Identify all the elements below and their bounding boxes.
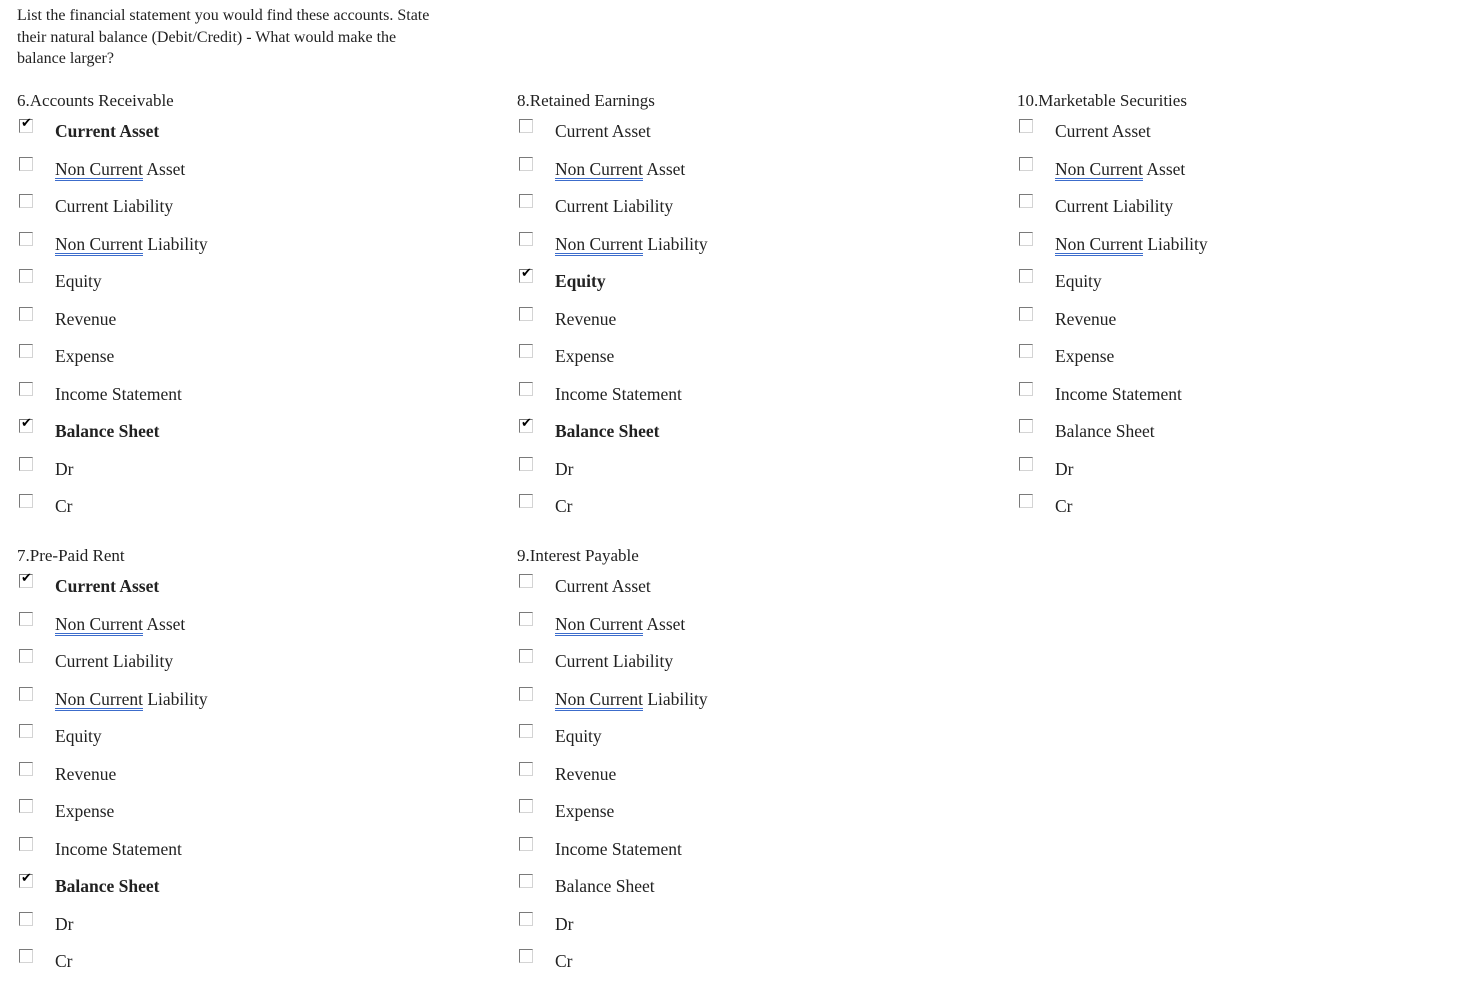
option-checkbox[interactable] <box>19 344 33 358</box>
option-row[interactable] <box>17 912 477 950</box>
option-label-text: Asset <box>642 158 686 179</box>
option-label-text: Cr <box>555 496 573 516</box>
option-checkbox[interactable] <box>1019 344 1033 358</box>
option-label-prefix: Non Current <box>1055 158 1143 179</box>
option-row[interactable] <box>17 762 477 800</box>
option-label <box>55 233 208 255</box>
option-row[interactable] <box>1017 494 1473 532</box>
option-label-text: Equity <box>555 726 602 746</box>
option-row[interactable] <box>17 949 477 987</box>
option-checkbox[interactable] <box>19 612 33 626</box>
option-label <box>55 158 185 180</box>
option-checkbox[interactable] <box>519 307 533 321</box>
option-checkbox[interactable] <box>519 799 533 813</box>
option-checkbox[interactable] <box>1019 382 1033 396</box>
option-checkbox[interactable] <box>19 382 33 396</box>
option-row[interactable] <box>17 382 477 420</box>
option-label <box>555 875 655 897</box>
option-label <box>555 725 602 747</box>
option-row[interactable] <box>17 571 477 612</box>
option-label-text: Income Statement <box>1055 383 1182 404</box>
option-row[interactable] <box>1017 457 1473 495</box>
option-row[interactable] <box>517 307 977 345</box>
option-row[interactable] <box>17 871 477 912</box>
checkmark-icon: ✔ <box>521 266 532 281</box>
option-label <box>555 120 651 142</box>
question-title: 9.Interest Payable <box>517 546 639 565</box>
option-label-text: Liability <box>1142 233 1208 254</box>
option-label-prefix: Non Current <box>55 688 143 709</box>
option-row[interactable] <box>517 949 977 987</box>
option-label <box>555 763 616 785</box>
option-label <box>55 575 159 597</box>
option-checkbox[interactable] <box>19 571 33 588</box>
option-label <box>55 195 173 217</box>
option-label-text: Equity <box>55 726 102 746</box>
option-label-text: Current Asset <box>555 576 651 596</box>
option-row[interactable] <box>17 837 477 875</box>
option-label <box>55 420 160 442</box>
option-label-text: Expense <box>555 346 615 366</box>
option-label <box>555 383 682 405</box>
option-label <box>555 270 606 292</box>
option-label <box>555 613 685 635</box>
option-checkbox[interactable] <box>519 416 533 433</box>
option-row[interactable] <box>17 612 477 650</box>
instructions-text: List the financial statement you would find these accounts. State their natural balance (Debit/Credit) - What would make the balance larger? <box>17 7 430 67</box>
option-checkbox[interactable] <box>1019 457 1033 471</box>
option-label-text: Expense <box>1055 346 1115 366</box>
option-checkbox[interactable] <box>19 799 33 813</box>
option-label-text: Balance Sheet <box>55 421 160 441</box>
option-label-text: Asset <box>642 613 686 634</box>
option-label <box>555 950 573 972</box>
option-label <box>555 308 616 330</box>
option-label <box>555 800 614 822</box>
option-label-text: Revenue <box>55 763 117 784</box>
option-label <box>1055 158 1185 180</box>
option-label <box>1055 458 1073 480</box>
option-label-text: Asset <box>142 613 186 634</box>
option-checkbox[interactable] <box>519 457 533 471</box>
option-label-text: Equity <box>555 271 606 291</box>
option-row[interactable] <box>17 724 477 762</box>
option-checkbox[interactable] <box>19 116 33 133</box>
option-label <box>1055 420 1155 442</box>
option-label-text: Cr <box>55 496 73 516</box>
option-row[interactable] <box>517 912 977 950</box>
option-label-text: Liability <box>142 233 208 254</box>
option-row[interactable] <box>517 194 977 232</box>
option-row[interactable] <box>1017 119 1473 157</box>
option-label <box>55 383 182 405</box>
option-row[interactable] <box>517 762 977 800</box>
option-label-text: Expense <box>55 346 115 366</box>
option-label <box>55 308 116 330</box>
option-label <box>55 345 114 367</box>
option-label <box>1055 233 1208 255</box>
option-label <box>55 688 208 710</box>
option-checkbox[interactable] <box>1019 232 1033 246</box>
option-label <box>555 158 685 180</box>
option-label <box>1055 270 1102 292</box>
option-row[interactable] <box>1017 307 1473 345</box>
option-label <box>55 875 160 897</box>
option-row[interactable] <box>517 837 977 875</box>
option-checkbox[interactable] <box>519 649 533 663</box>
option-row[interactable] <box>17 799 477 837</box>
option-label-text: Current Asset <box>55 576 160 596</box>
option-label-prefix: Non Current <box>1055 233 1143 254</box>
option-checkbox[interactable] <box>1019 119 1033 133</box>
option-row[interactable] <box>1017 157 1473 195</box>
option-checkbox[interactable] <box>1019 307 1033 321</box>
option-label-text: Income Statement <box>55 383 182 404</box>
option-label <box>55 650 173 672</box>
option-row[interactable] <box>1017 419 1473 457</box>
option-label <box>55 495 73 517</box>
option-label-text: Current Liability <box>1055 196 1174 216</box>
question-block <box>17 546 497 987</box>
option-label-text: Current Asset <box>55 121 160 141</box>
option-checkbox[interactable] <box>519 687 533 701</box>
option-row[interactable] <box>17 344 477 382</box>
option-label-text: Current Liability <box>555 651 674 671</box>
option-label <box>1055 195 1173 217</box>
option-row[interactable] <box>17 307 477 345</box>
option-checkbox[interactable] <box>519 837 533 851</box>
option-row[interactable] <box>17 157 477 195</box>
option-label <box>1055 120 1151 142</box>
option-row[interactable] <box>17 687 477 725</box>
option-checkbox[interactable] <box>519 344 533 358</box>
question-title: 8.Retained Earnings <box>517 91 655 110</box>
option-label-text: Current Asset <box>555 121 651 141</box>
option-label-text: Current Liability <box>55 651 174 671</box>
option-checkbox[interactable] <box>519 612 533 626</box>
option-label-prefix: Non Current <box>555 233 643 254</box>
option-label-text: Balance Sheet <box>555 421 660 441</box>
option-checkbox[interactable] <box>19 307 33 321</box>
option-label <box>555 195 673 217</box>
option-label-text: Cr <box>55 951 73 971</box>
option-label <box>55 458 73 480</box>
checkmark-icon: ✔ <box>521 416 532 431</box>
option-checkbox[interactable] <box>519 724 533 738</box>
option-checkbox[interactable] <box>519 574 533 588</box>
option-label-text: Income Statement <box>555 383 682 404</box>
question-block <box>517 91 997 532</box>
option-label <box>1055 383 1182 405</box>
question-block <box>1017 91 1473 532</box>
option-label-prefix: Non Current <box>555 688 643 709</box>
option-checkbox[interactable] <box>19 194 33 208</box>
option-label-prefix: Non Current <box>555 613 643 634</box>
option-label-text: Revenue <box>555 763 617 784</box>
option-row[interactable] <box>517 119 977 157</box>
option-label <box>55 800 114 822</box>
option-row[interactable] <box>17 649 477 687</box>
option-label <box>55 270 102 292</box>
option-checkbox[interactable] <box>519 232 533 246</box>
option-row[interactable] <box>517 874 977 912</box>
option-row[interactable] <box>517 649 977 687</box>
option-checkbox[interactable] <box>19 457 33 471</box>
option-label-text: Revenue <box>555 308 617 329</box>
option-checkbox[interactable] <box>519 949 533 963</box>
option-checkbox[interactable] <box>19 687 33 701</box>
option-label-text: Dr <box>555 913 574 934</box>
option-checkbox[interactable] <box>19 416 33 433</box>
option-checkbox[interactable] <box>19 837 33 851</box>
option-checkbox[interactable] <box>1019 269 1033 283</box>
option-row[interactable] <box>517 232 977 270</box>
question-title: 10.Marketable Securities <box>1017 91 1187 110</box>
option-checkbox[interactable] <box>519 874 533 888</box>
option-checkbox[interactable] <box>1019 494 1033 508</box>
option-row[interactable] <box>17 416 477 457</box>
option-label-text: Asset <box>142 158 186 179</box>
option-checkbox[interactable] <box>1019 194 1033 208</box>
question-block <box>517 546 997 987</box>
option-row[interactable] <box>17 457 477 495</box>
option-label-text: Expense <box>555 801 615 821</box>
option-label <box>555 420 660 442</box>
option-label-text: Equity <box>1055 271 1102 291</box>
option-label-text: Cr <box>1055 496 1073 516</box>
option-label-text: Expense <box>55 801 115 821</box>
option-row[interactable] <box>1017 344 1473 382</box>
option-row[interactable] <box>1017 269 1473 307</box>
checkmark-icon: ✔ <box>21 116 32 131</box>
option-label <box>55 613 185 635</box>
option-checkbox[interactable] <box>519 382 533 396</box>
option-row[interactable] <box>17 494 477 532</box>
option-label <box>555 650 673 672</box>
option-label-text: Balance Sheet <box>55 876 160 896</box>
option-checkbox[interactable] <box>19 232 33 246</box>
option-label-text: Balance Sheet <box>555 876 655 896</box>
option-label-text: Dr <box>55 913 74 934</box>
option-label <box>55 838 182 860</box>
option-row[interactable] <box>17 269 477 307</box>
option-row[interactable] <box>17 232 477 270</box>
question-title: 7.Pre-Paid Rent <box>17 546 125 565</box>
option-label-prefix: Non Current <box>55 233 143 254</box>
option-row[interactable] <box>1017 232 1473 270</box>
option-label-text: Liability <box>642 688 708 709</box>
option-label-prefix: Non Current <box>55 158 143 179</box>
option-label-text: Balance Sheet <box>1055 421 1155 441</box>
option-label <box>55 950 73 972</box>
option-label <box>55 913 73 935</box>
option-checkbox[interactable] <box>519 157 533 171</box>
option-row[interactable] <box>1017 194 1473 232</box>
option-label-text: Income Statement <box>55 838 182 859</box>
option-row[interactable] <box>517 799 977 837</box>
option-checkbox[interactable] <box>519 912 533 926</box>
checkmark-icon: ✔ <box>21 871 32 886</box>
option-row[interactable] <box>517 494 977 532</box>
option-checkbox[interactable] <box>519 494 533 508</box>
option-label-text: Dr <box>555 458 574 479</box>
option-label-text: Current Liability <box>555 196 674 216</box>
checkmark-icon: ✔ <box>21 416 32 431</box>
option-label-text: Revenue <box>1055 308 1117 329</box>
option-label <box>55 120 159 142</box>
option-label-prefix: Non Current <box>555 158 643 179</box>
option-label <box>555 495 573 517</box>
option-row[interactable] <box>517 457 977 495</box>
option-checkbox[interactable] <box>1019 419 1033 433</box>
option-label <box>555 458 573 480</box>
option-label <box>55 763 116 785</box>
option-checkbox[interactable] <box>19 269 33 283</box>
option-label-text: Dr <box>1055 458 1074 479</box>
option-label-text: Equity <box>55 271 102 291</box>
option-row[interactable] <box>17 194 477 232</box>
option-label <box>555 838 682 860</box>
option-checkbox[interactable] <box>19 871 33 888</box>
option-checkbox[interactable] <box>519 194 533 208</box>
option-checkbox[interactable] <box>519 266 533 283</box>
option-label <box>555 345 614 367</box>
option-label-text: Cr <box>555 951 573 971</box>
option-row[interactable] <box>517 724 977 762</box>
option-row[interactable] <box>517 687 977 725</box>
option-label <box>555 575 651 597</box>
option-row[interactable] <box>517 157 977 195</box>
option-checkbox[interactable] <box>19 724 33 738</box>
option-label-text: Income Statement <box>555 838 682 859</box>
option-label <box>55 725 102 747</box>
option-row[interactable] <box>517 344 977 382</box>
option-row[interactable] <box>17 116 477 157</box>
question-title: 6.Accounts Receivable <box>17 91 174 110</box>
option-checkbox[interactable] <box>519 762 533 776</box>
option-row[interactable] <box>1017 382 1473 420</box>
option-checkbox[interactable] <box>19 157 33 171</box>
option-label-prefix: Non Current <box>55 613 143 634</box>
option-label-text: Liability <box>642 233 708 254</box>
option-checkbox[interactable] <box>19 649 33 663</box>
option-row[interactable] <box>517 382 977 420</box>
option-label-text: Liability <box>142 688 208 709</box>
option-row[interactable] <box>517 416 977 457</box>
option-label-text: Dr <box>55 458 74 479</box>
option-checkbox[interactable] <box>19 494 33 508</box>
option-label-text: Current Liability <box>55 196 174 216</box>
option-label-text: Current Asset <box>1055 121 1151 141</box>
option-label <box>1055 345 1114 367</box>
option-row[interactable] <box>517 266 977 307</box>
option-checkbox[interactable] <box>519 119 533 133</box>
option-label <box>555 688 708 710</box>
option-label-text: Revenue <box>55 308 117 329</box>
option-row[interactable] <box>517 574 977 612</box>
option-checkbox[interactable] <box>1019 157 1033 171</box>
option-label <box>555 233 708 255</box>
option-label <box>1055 308 1116 330</box>
option-label <box>555 913 573 935</box>
checkmark-icon: ✔ <box>21 571 32 586</box>
option-label-text: Asset <box>1142 158 1186 179</box>
option-checkbox[interactable] <box>19 949 33 963</box>
option-label <box>1055 495 1073 517</box>
option-row[interactable] <box>517 612 977 650</box>
question-block <box>17 91 497 532</box>
option-checkbox[interactable] <box>19 912 33 926</box>
option-checkbox[interactable] <box>19 762 33 776</box>
